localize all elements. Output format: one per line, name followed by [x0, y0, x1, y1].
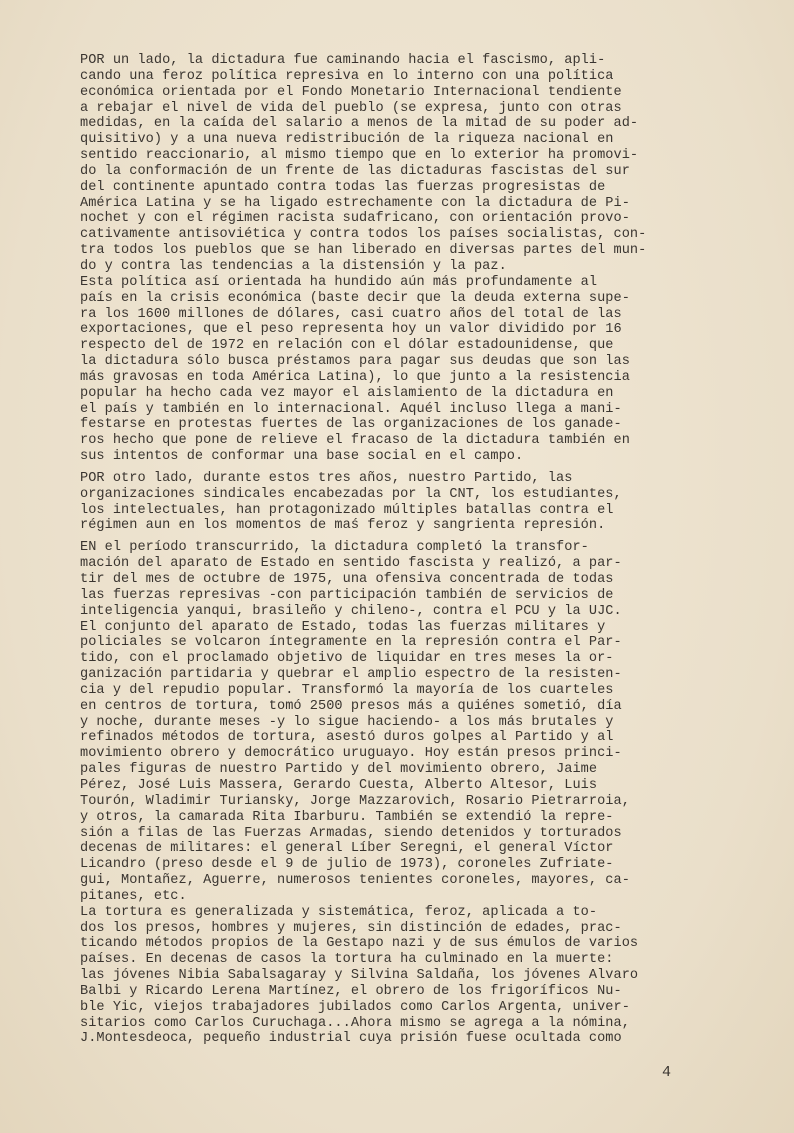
text-line: las jóvenes Nibia Sabalsagaray y Silvina Saldaña, los jóvenes Alvaro	[80, 968, 639, 984]
text-line: pitanes, etc.	[80, 888, 187, 904]
text-line: sitarios como Carlos Curuchaga...Ahora mismo se agrega a la nómina,	[80, 1015, 630, 1031]
text-line: festarse en protestas fuertes de las organizaciones de los ganade-	[80, 417, 622, 433]
text-line: los intelectuales, han protagonizado múltiples batallas contra el	[80, 502, 614, 518]
text-line: cativamente antisoviética y contra todos los países socialistas, con-	[80, 227, 647, 243]
text-line: POR otro lado, durante estos tres años, nuestro Partido, las	[80, 470, 573, 486]
text-line: mación del aparato de Estado en sentido fascista y realizó, a par-	[80, 556, 622, 572]
text-line: policiales se volcaron íntegramente en la represión contra el Par-	[80, 635, 622, 651]
text-line: tra todos los pueblos que se han liberado en diversas partes del mun-	[80, 243, 647, 259]
paragraph-resistance	[80, 471, 752, 534]
text-line: Pérez, José Luis Massera, Gerardo Cuesta, Alberto Altesor, Luis	[80, 777, 598, 793]
text-line: Licandro (preso desde el 9 de julio de 1973), coroneles Zufriate-	[80, 857, 614, 873]
text-line: La tortura es generalizada y sistemática, feroz, aplicada a to-	[80, 904, 598, 920]
paragraph-fascism	[80, 53, 752, 275]
text-line: a rebajar el nivel de vida del pueblo (se expresa, junto con otras	[80, 100, 622, 116]
paragraph-repression	[80, 540, 752, 904]
text-line: ganización partidaria y quebrar el amplio espectro de la resisten-	[80, 667, 622, 683]
text-line: dos los presos, hombres y mujeres, sin distinción de edades, prac-	[80, 920, 622, 936]
text-line: y noche, durante meses -y lo sigue haciendo- a los más brutales y	[80, 714, 614, 730]
text-line: más gravosas en toda América Latina), lo que junto a la resistencia	[80, 369, 630, 385]
text-line: pales figuras de nuestro Partido y del movimiento obrero, Jaime	[80, 762, 598, 778]
text-line: tir del mes de octubre de 1975, una ofensiva concentrada de todas	[80, 572, 614, 587]
text-line: países. En decenas de casos la tortura ha culminado en la muerte:	[80, 952, 614, 968]
text-line: y otros, la camarada Rita Ibarburu. También se extendió la repre-	[80, 809, 614, 825]
text-line: económica orientada por el Fondo Monetario Internacional tendiente	[80, 84, 622, 100]
text-line: régimen aun en los momentos de maś feroz y sangrienta represión.	[80, 518, 606, 534]
paragraph-torture	[80, 905, 752, 1048]
text-line: en centros de tortura, tomó 2500 presos más a quiénes sometió, día	[80, 698, 622, 714]
text-line: medidas, en la caída del salario a menos de la mitad de su poder ad-	[80, 116, 639, 132]
text-line: la dictadura sólo busca préstamos para pagar sus deudas que son las	[80, 354, 630, 370]
text-line: Tourón, Wladimir Turiansky, Jorge Mazzarovich, Rosario Pietrarroia,	[80, 793, 630, 809]
text-line: refinados métodos de tortura, asestó duros golpes al Partido y al	[80, 730, 614, 746]
text-line: do y contra las tendencias a la distensión y la paz.	[80, 258, 507, 274]
text-line: América Latina y se ha ligado estrechamente con la dictadura de Pi-	[80, 195, 630, 211]
text-line: tido, con el proclamado objetivo de liquidar en tres meses la or-	[80, 651, 614, 667]
text-line: cia y del repudio popular. Transformó la mayoría de los cuarteles	[80, 682, 614, 698]
text-line: ra los 1600 millones de dólares, casi cuatro años del total de las	[80, 306, 622, 322]
text-line: Balbi y Ricardo Lerena Martínez, el obrero de los frigoríficos Nu-	[80, 983, 622, 999]
text-line: inteligencia yanqui, brasileño y chileno-, contra el PCU y la UJC.	[80, 603, 622, 619]
text-line: cando una feroz política represiva en lo interno con una política	[80, 68, 614, 84]
document-body	[80, 53, 752, 1047]
page-number: 4	[662, 1064, 672, 1081]
text-line: organizaciones sindicales encabezadas por la CNT, los estudiantes,	[80, 486, 622, 502]
text-line: El conjunto del aparato de Estado, todas las fuerzas militares y	[80, 619, 606, 635]
text-line: el país y también en lo internacional. Aquél incluso llega a mani-	[80, 401, 622, 417]
text-line: movimiento obrero y democrático uruguayo. Hoy están presos princi-	[80, 746, 622, 762]
text-line: respecto del de 1972 en relación con el dólar estadounidense, que	[80, 338, 614, 354]
text-line: gui, Montañez, Aguerre, numerosos tenientes coroneles, mayores, ca-	[80, 873, 630, 889]
text-line: sus intentos de conformar una base social en el campo.	[80, 449, 524, 465]
text-line: ble Yic, viejos trabajadores jubilados como Carlos Argenta, univer-	[80, 999, 630, 1015]
text-line: del continente apuntado contra todas las fuerzas progresistas de	[80, 179, 606, 195]
text-line: quisitivo) y a una nueva redistribución de la riqueza nacional en	[80, 132, 614, 148]
text-line: EN el período transcurrido, la dictadura completó la transfor-	[80, 540, 589, 556]
text-line: J.Montesdeoca, pequeño industrial cuya prisión fuese ocultada como	[80, 1031, 622, 1047]
text-line: ticando métodos propios de la Gestapo nazi y de sus émulos de varios	[80, 936, 639, 952]
text-line: do la conformación de un frente de las dictaduras fascistas del sur	[80, 163, 630, 179]
text-line: POR un lado, la dictadura fue caminando hacia el fascismo, apli-	[80, 53, 606, 68]
text-line: sión a filas de las Fuerzas Armadas, siendo detenidos y torturados	[80, 825, 622, 841]
text-line: popular ha hecho cada vez mayor el aislamiento de la dictadura en	[80, 385, 614, 401]
text-line: Esta política así orientada ha hundido aún más profundamente al	[80, 274, 598, 290]
paragraph-economic-crisis	[80, 275, 752, 465]
text-line: país en la crisis económica (baste decir que la deuda externa supe-	[80, 290, 630, 306]
text-line: nochet y con el régimen racista sudafricano, con orientación provo-	[80, 211, 630, 227]
text-line: exportaciones, que el peso representa hoy un valor dividido por 16	[80, 322, 622, 338]
text-line: sentido reaccionario, al mismo tiempo que en lo exterior ha promovi-	[80, 148, 639, 164]
text-line: las fuerzas represivas -con participación también de servicios de	[80, 587, 614, 603]
text-line: ros hecho que pone de relieve el fracaso de la dictadura también en	[80, 433, 630, 449]
text-line: decenas de militares: el general Líber Seregni, el general Víctor	[80, 841, 614, 857]
